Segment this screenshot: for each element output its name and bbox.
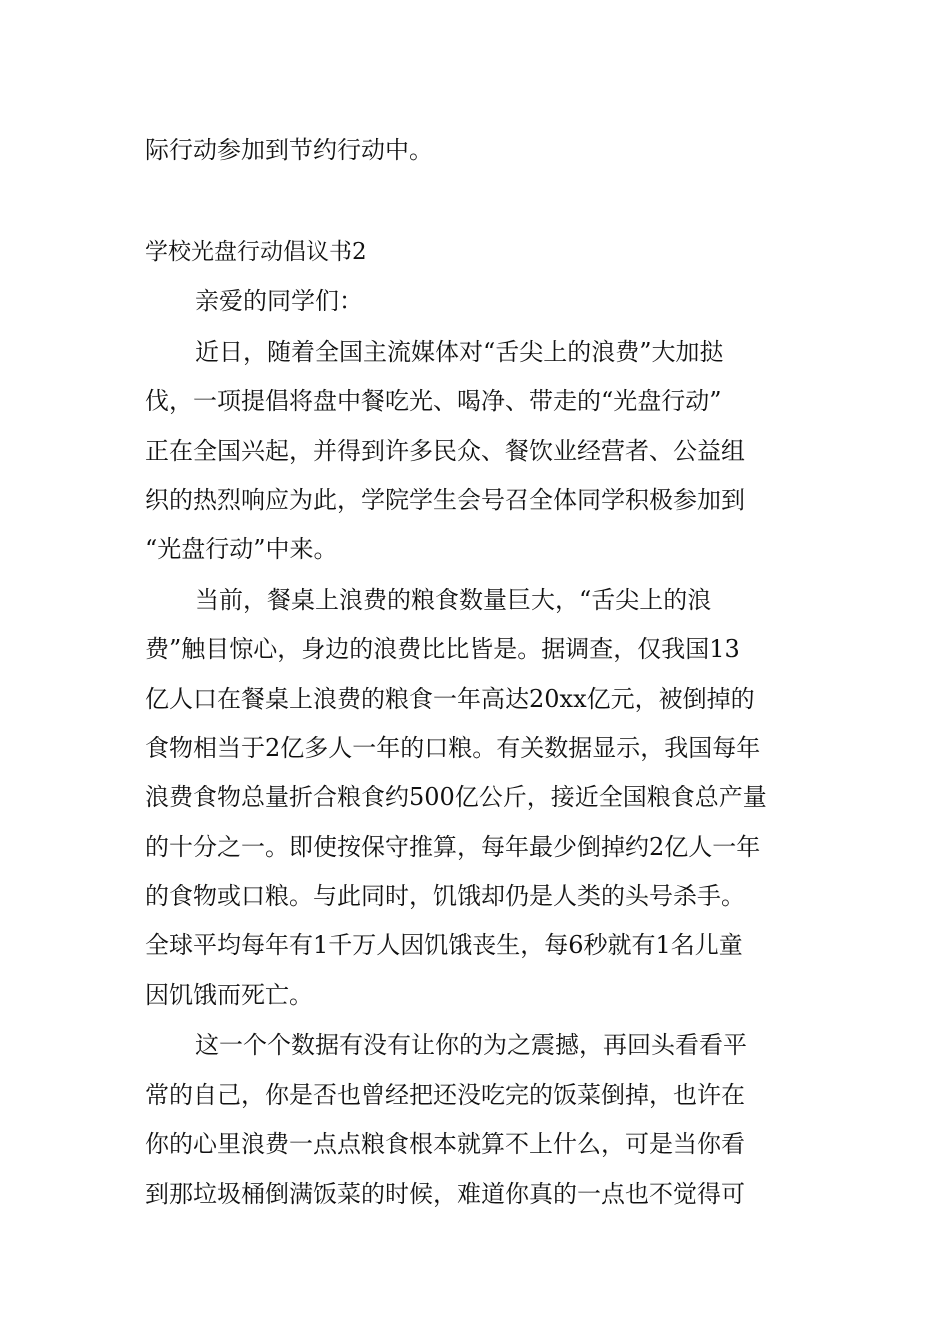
paragraph-line: 费”触目惊心，身边的浪费比比皆是。据调查，仅我国13 — [145, 635, 740, 663]
paragraph-line: 浪费食物总量折合粮食约500亿公斤，接近全国粮食总产量 — [145, 783, 767, 811]
paragraph-line: 的食物或口粮。与此同时，饥饿却仍是人类的头号杀手。 — [145, 882, 745, 910]
paragraph-line: 正在全国兴起，并得到许多民众、餐饮业经营者、公益组 — [145, 437, 745, 465]
paragraph-line: 食物相当于2亿多人一年的口粮。有关数据显示，我国每年 — [145, 734, 761, 762]
document-title: 学校光盘行动倡议书2 — [145, 239, 367, 265]
paragraph-line: 这一个个数据有没有让你的为之震撼，再回头看看平 — [195, 1031, 747, 1059]
paragraph-line: 全球平均每年有1千万人因饥饿丧生，每6秒就有1名儿童 — [145, 931, 743, 959]
continuation-line: 际行动参加到节约行动中。 — [145, 136, 433, 164]
paragraph-line: 织的热烈响应为此，学院学生会号召全体同学积极参加到 — [145, 486, 745, 514]
salutation: 亲爱的同学们： — [195, 287, 363, 315]
paragraph-line: 伐，一项提倡将盘中餐吃光、喝净、带走的“光盘行动” — [145, 387, 722, 415]
paragraph-line: 亿人口在餐桌上浪费的粮食一年高达20xx亿元，被倒掉的 — [145, 685, 755, 713]
paragraph-line: “光盘行动”中来。 — [145, 535, 338, 563]
paragraph-line: 因饥饿而死亡。 — [145, 981, 313, 1009]
paragraph-line: 当前，餐桌上浪费的粮食数量巨大，“舌尖上的浪 — [195, 586, 712, 614]
paragraph-line: 到那垃圾桶倒满饭菜的时候，难道你真的一点也不觉得可 — [145, 1180, 745, 1208]
paragraph-line: 的十分之一。即使按保守推算，每年最少倒掉约2亿人一年 — [145, 833, 761, 861]
paragraph-line: 近日，随着全国主流媒体对“舌尖上的浪费”大加挞 — [195, 338, 724, 366]
paragraph-line: 常的自己，你是否也曾经把还没吃完的饭菜倒掉，也许在 — [145, 1081, 745, 1109]
paragraph-line: 你的心里浪费一点点粮食根本就算不上什么，可是当你看 — [145, 1130, 745, 1158]
